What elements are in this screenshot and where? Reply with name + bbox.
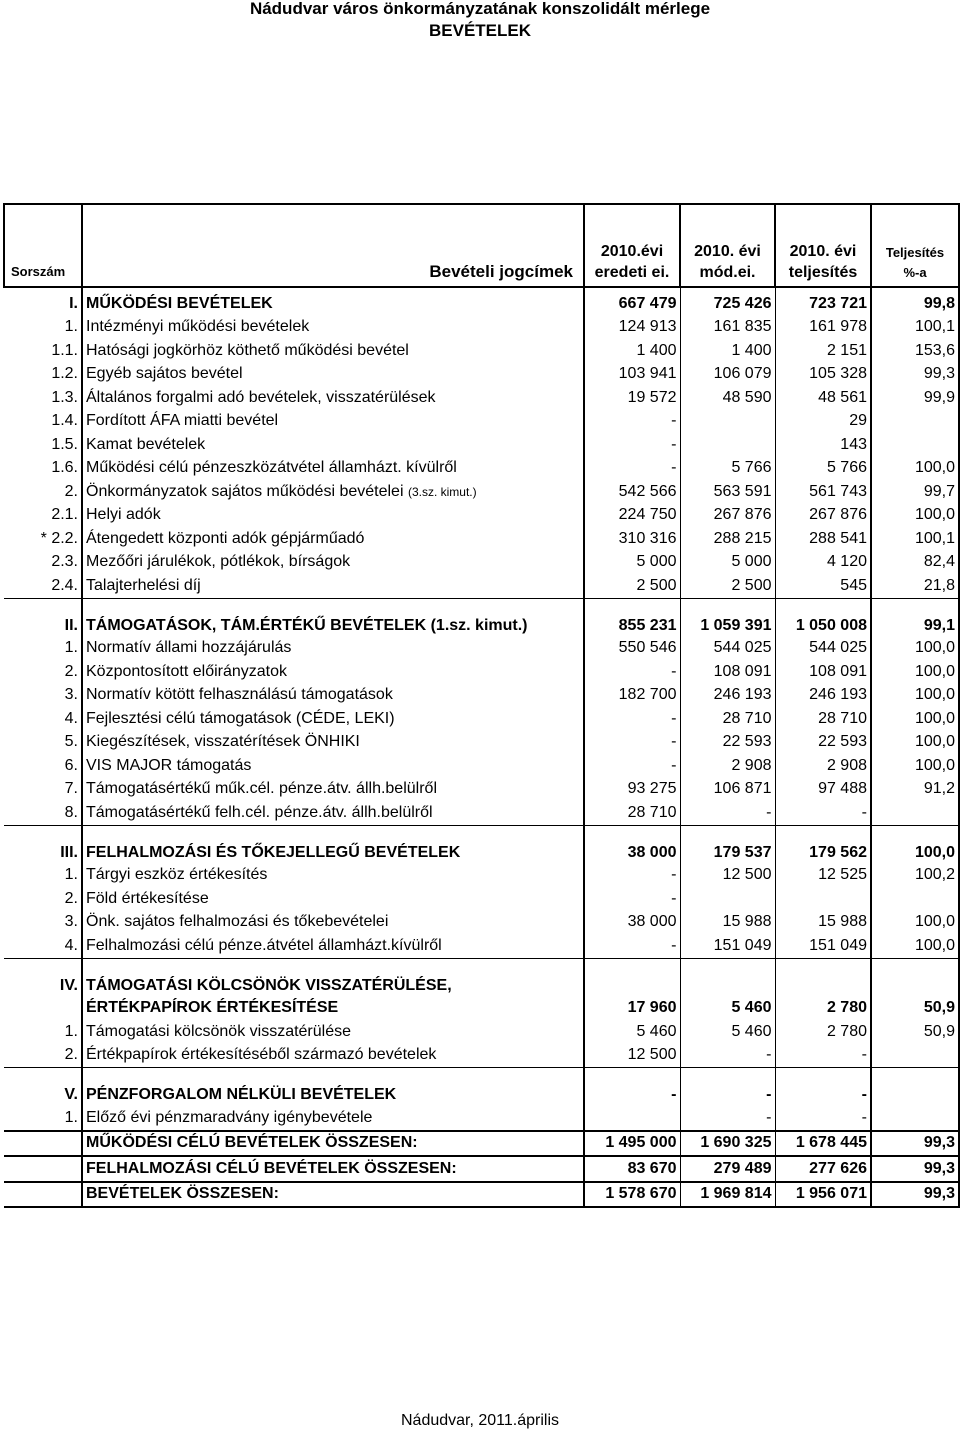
row-number: 5. (4, 731, 82, 755)
value-mod-ei: 108 091 (680, 660, 775, 684)
table-row (4, 887, 959, 911)
header-eredeti-ei: 2010.évi eredeti ei. (584, 204, 680, 287)
row-description: Föld értékesítése (82, 887, 584, 911)
row-number: 8. (4, 801, 82, 825)
value-teljesites: 12 525 (775, 864, 871, 888)
value-mod-ei: 544 025 (680, 637, 775, 661)
revenue-table (3, 203, 960, 1208)
table-row (4, 1156, 959, 1182)
value-mod-ei: 246 193 (680, 684, 775, 708)
value-teljesites: 1 050 008 (775, 598, 871, 637)
row-description: Önkormányzatok sajátos működési bevételei (3.sz. kimut.) (82, 480, 584, 504)
value-teljesites-pct: 99,3 (871, 1182, 959, 1208)
value-mod-ei: 106 079 (680, 363, 775, 387)
value-eredeti-ei: - (584, 707, 680, 731)
row-description-note: (3.sz. kimut.) (407, 484, 477, 499)
table-row (4, 911, 959, 935)
value-mod-ei: 48 590 (680, 386, 775, 410)
row-number: II. (4, 598, 82, 637)
value-eredeti-ei: - (584, 754, 680, 778)
value-teljesites-pct: 100,0 (871, 911, 959, 935)
table-row (4, 958, 959, 997)
row-number: 2. (4, 1044, 82, 1068)
row-number: 4. (4, 934, 82, 958)
row-number: 1. (4, 1020, 82, 1044)
value-mod-ei: 267 876 (680, 504, 775, 528)
value-mod-ei: 161 835 (680, 316, 775, 340)
row-description: Kiegészítések, visszatérítések ÖNHIKI (82, 731, 584, 755)
value-teljesites-pct: 21,8 (871, 574, 959, 598)
row-description: PÉNZFORGALOM NÉLKÜLI BEVÉTELEK (82, 1068, 584, 1107)
row-number: 1.5. (4, 433, 82, 457)
value-teljesites: 2 908 (775, 754, 871, 778)
value-teljesites: 151 049 (775, 934, 871, 958)
value-teljesites-pct: 50,9 (871, 997, 959, 1021)
value-mod-ei (680, 887, 775, 911)
table-row (4, 1106, 959, 1131)
value-mod-ei: 725 426 (680, 287, 775, 316)
row-description: Központosított előirányzatok (82, 660, 584, 684)
value-teljesites-pct: 100,0 (871, 731, 959, 755)
row-description: Értékpapírok értékesítéséből származó bevételek (82, 1044, 584, 1068)
value-eredeti-ei: - (584, 410, 680, 434)
value-eredeti-ei: 93 275 (584, 778, 680, 802)
row-description: Működési célú pénzeszközátvétel államházt. kívülről (82, 457, 584, 481)
value-mod-ei: 2 908 (680, 754, 775, 778)
document-subtitle: BEVÉTELEK (428, 21, 532, 40)
value-teljesites-pct (871, 958, 959, 997)
value-teljesites-pct: 100,0 (871, 825, 959, 864)
value-mod-ei: 1 400 (680, 339, 775, 363)
value-eredeti-ei: 310 316 (584, 527, 680, 551)
value-teljesites: 161 978 (775, 316, 871, 340)
value-mod-ei: - (680, 801, 775, 825)
value-teljesites-pct: 100,0 (871, 457, 959, 481)
row-number: 1.3. (4, 386, 82, 410)
table-row (4, 339, 959, 363)
value-mod-ei: 5 766 (680, 457, 775, 481)
value-teljesites-pct: 100,0 (871, 637, 959, 661)
value-teljesites: 1 956 071 (775, 1182, 871, 1208)
value-mod-ei: 106 871 (680, 778, 775, 802)
value-teljesites-pct: 82,4 (871, 551, 959, 575)
value-teljesites-pct: 100,1 (871, 316, 959, 340)
value-teljesites-pct: 91,2 (871, 778, 959, 802)
value-eredeti-ei: 182 700 (584, 684, 680, 708)
value-eredeti-ei: 1 578 670 (584, 1182, 680, 1208)
value-mod-ei: 151 049 (680, 934, 775, 958)
value-mod-ei: 2 500 (680, 574, 775, 598)
table-row (4, 1020, 959, 1044)
footer-place-date: Nádudvar, 2011.április (400, 1412, 560, 1429)
value-mod-ei (680, 410, 775, 434)
value-mod-ei: 15 988 (680, 911, 775, 935)
value-eredeti-ei: 17 960 (584, 997, 680, 1021)
row-description: Támogatásértékű felh.cél. pénze.átv. állh.belülről (82, 801, 584, 825)
value-teljesites-pct (871, 801, 959, 825)
value-eredeti-ei: 2 500 (584, 574, 680, 598)
value-eredeti-ei: 667 479 (584, 287, 680, 316)
table-row (4, 574, 959, 598)
table-row (4, 637, 959, 661)
value-eredeti-ei (584, 958, 680, 997)
row-number: 2.3. (4, 551, 82, 575)
row-number: 1.1. (4, 339, 82, 363)
table-row (4, 825, 959, 864)
value-teljesites: 5 766 (775, 457, 871, 481)
value-teljesites-pct: 99,1 (871, 598, 959, 637)
value-teljesites: 29 (775, 410, 871, 434)
value-teljesites (775, 887, 871, 911)
value-mod-ei: - (680, 1044, 775, 1068)
value-teljesites: 179 562 (775, 825, 871, 864)
row-number: 1. (4, 316, 82, 340)
row-number: 6. (4, 754, 82, 778)
row-description: Hatósági jogkörhöz köthető működési bevétel (82, 339, 584, 363)
value-mod-ei: 5 000 (680, 551, 775, 575)
value-eredeti-ei: 542 566 (584, 480, 680, 504)
value-teljesites: 105 328 (775, 363, 871, 387)
value-mod-ei: 1 059 391 (680, 598, 775, 637)
value-mod-ei: - (680, 1068, 775, 1107)
row-number: 7. (4, 778, 82, 802)
value-teljesites: 2 780 (775, 1020, 871, 1044)
value-teljesites: 723 721 (775, 287, 871, 316)
value-teljesites: - (775, 801, 871, 825)
table-row (4, 684, 959, 708)
value-mod-ei: 563 591 (680, 480, 775, 504)
row-description: ÉRTÉKPAPÍROK ÉRTÉKESÍTÉSE (82, 997, 584, 1021)
value-mod-ei (680, 958, 775, 997)
table-row (4, 864, 959, 888)
value-mod-ei: 12 500 (680, 864, 775, 888)
row-description: Egyéb sajátos bevétel (82, 363, 584, 387)
row-number: IV. (4, 958, 82, 997)
row-number: 1. (4, 637, 82, 661)
value-teljesites: 28 710 (775, 707, 871, 731)
row-number: 2. (4, 887, 82, 911)
row-description: Talajterhelési díj (82, 574, 584, 598)
row-number: 3. (4, 684, 82, 708)
value-teljesites-pct (871, 1044, 959, 1068)
row-number (4, 1182, 82, 1208)
table-row (4, 551, 959, 575)
table-row (4, 410, 959, 434)
value-eredeti-ei: - (584, 934, 680, 958)
value-teljesites: 288 541 (775, 527, 871, 551)
value-teljesites: 544 025 (775, 637, 871, 661)
table-row (4, 997, 959, 1021)
value-teljesites-pct: 100,0 (871, 754, 959, 778)
document-title: Nádudvar város önkormányzatának konszolidált mérlege (249, 0, 711, 18)
value-eredeti-ei: - (584, 864, 680, 888)
value-eredeti-ei: 124 913 (584, 316, 680, 340)
row-description: MŰKÖDÉSI CÉLÚ BEVÉTELEK ÖSSZESEN: (82, 1131, 584, 1157)
table-header-row (4, 204, 959, 287)
value-eredeti-ei: 855 231 (584, 598, 680, 637)
row-description: Helyi adók (82, 504, 584, 528)
value-teljesites: 22 593 (775, 731, 871, 755)
row-description: TÁMOGATÁSOK, TÁM.ÉRTÉKŰ BEVÉTELEK (1.sz. kimut.) (82, 598, 584, 637)
value-teljesites-pct: 99,9 (871, 386, 959, 410)
value-teljesites-pct: 99,3 (871, 1156, 959, 1182)
value-mod-ei: 1 969 814 (680, 1182, 775, 1208)
row-description: Általános forgalmi adó bevételek, visszatérülések (82, 386, 584, 410)
table-row (4, 934, 959, 958)
value-eredeti-ei (584, 1106, 680, 1131)
value-teljesites-pct (871, 433, 959, 457)
table-row (4, 598, 959, 637)
row-number: 1. (4, 1106, 82, 1131)
row-number: 2. (4, 480, 82, 504)
row-description: VIS MAJOR támogatás (82, 754, 584, 778)
row-description: Intézményi működési bevételek (82, 316, 584, 340)
value-eredeti-ei: 38 000 (584, 911, 680, 935)
value-mod-ei: 179 537 (680, 825, 775, 864)
value-teljesites: 267 876 (775, 504, 871, 528)
table-row (4, 457, 959, 481)
row-number: III. (4, 825, 82, 864)
table-row (4, 778, 959, 802)
row-description: Mezőőri járulékok, pótlékok, bírságok (82, 551, 584, 575)
value-teljesites-pct: 99,7 (871, 480, 959, 504)
row-description: Kamat bevételek (82, 433, 584, 457)
row-description: TÁMOGATÁSI KÖLCSÖNÖK VISSZATÉRÜLÉSE, (82, 958, 584, 997)
row-number: 1.2. (4, 363, 82, 387)
row-description: Támogatási kölcsönök visszatérülése (82, 1020, 584, 1044)
row-number (4, 1131, 82, 1157)
table-row (4, 287, 959, 316)
value-eredeti-ei: 1 400 (584, 339, 680, 363)
value-teljesites: 277 626 (775, 1156, 871, 1182)
value-teljesites-pct: 50,9 (871, 1020, 959, 1044)
value-teljesites: 97 488 (775, 778, 871, 802)
table-row (4, 1044, 959, 1068)
table-row (4, 480, 959, 504)
row-number: 4. (4, 707, 82, 731)
table-row (4, 386, 959, 410)
row-description: FELHALMOZÁSI CÉLÚ BEVÉTELEK ÖSSZESEN: (82, 1156, 584, 1182)
value-teljesites-pct: 100,0 (871, 504, 959, 528)
row-description: Előző évi pénzmaradvány igénybevétele (82, 1106, 584, 1131)
value-eredeti-ei: 224 750 (584, 504, 680, 528)
row-number: V. (4, 1068, 82, 1107)
row-number (4, 1156, 82, 1182)
header-teljesites-pct: Teljesítés %-a (871, 204, 959, 287)
row-description: Felhalmozási célú pénze.átvétel államházt.kívülről (82, 934, 584, 958)
value-teljesites: - (775, 1068, 871, 1107)
value-eredeti-ei: 19 572 (584, 386, 680, 410)
row-number: 2.1. (4, 504, 82, 528)
table-row (4, 316, 959, 340)
value-teljesites-pct (871, 887, 959, 911)
table-row (4, 433, 959, 457)
value-teljesites-pct: 100,0 (871, 660, 959, 684)
value-teljesites-pct: 100,2 (871, 864, 959, 888)
row-number: 2.4. (4, 574, 82, 598)
row-number: I. (4, 287, 82, 316)
table-row (4, 1131, 959, 1157)
row-description: FELHALMOZÁSI ÉS TŐKEJELLEGŰ BEVÉTELEK (82, 825, 584, 864)
row-description: Átengedett központi adók gépjárműadó (82, 527, 584, 551)
row-description: Normatív kötött felhasználású támogatások (82, 684, 584, 708)
row-description: Önk. sajátos felhalmozási és tőkebevételei (82, 911, 584, 935)
value-eredeti-ei: - (584, 457, 680, 481)
value-mod-ei: 5 460 (680, 1020, 775, 1044)
table-row (4, 1068, 959, 1107)
value-teljesites-pct (871, 1068, 959, 1107)
value-teljesites-pct (871, 1106, 959, 1131)
value-teljesites: 2 151 (775, 339, 871, 363)
row-description: Normatív állami hozzájárulás (82, 637, 584, 661)
value-teljesites: 1 678 445 (775, 1131, 871, 1157)
value-mod-ei: 5 460 (680, 997, 775, 1021)
row-description: Fejlesztési célú támogatások (CÉDE, LEKI) (82, 707, 584, 731)
value-teljesites-pct: 100,0 (871, 707, 959, 731)
row-number: 1. (4, 864, 82, 888)
value-teljesites-pct: 99,8 (871, 287, 959, 316)
value-teljesites: 545 (775, 574, 871, 598)
value-teljesites: 246 193 (775, 684, 871, 708)
row-description: Fordított ÁFA miatti bevétel (82, 410, 584, 434)
row-number: 1.4. (4, 410, 82, 434)
table-row (4, 731, 959, 755)
row-number: 2. (4, 660, 82, 684)
value-eredeti-ei: 5 000 (584, 551, 680, 575)
value-teljesites-pct (871, 410, 959, 434)
table-row (4, 801, 959, 825)
value-teljesites-pct: 99,3 (871, 1131, 959, 1157)
value-eredeti-ei: 550 546 (584, 637, 680, 661)
value-teljesites: 108 091 (775, 660, 871, 684)
row-number: * 2.2. (4, 527, 82, 551)
table-row (4, 707, 959, 731)
value-eredeti-ei: 28 710 (584, 801, 680, 825)
value-teljesites (775, 958, 871, 997)
value-eredeti-ei: 103 941 (584, 363, 680, 387)
value-teljesites: 561 743 (775, 480, 871, 504)
row-number: 3. (4, 911, 82, 935)
value-teljesites-pct: 153,6 (871, 339, 959, 363)
header-mod-ei: 2010. évi mód.ei. (680, 204, 775, 287)
row-number (4, 997, 82, 1021)
table-row (4, 527, 959, 551)
value-teljesites: - (775, 1106, 871, 1131)
value-mod-ei: 279 489 (680, 1156, 775, 1182)
row-description: MŰKÖDÉSI BEVÉTELEK (82, 287, 584, 316)
row-description: BEVÉTELEK ÖSSZESEN: (82, 1182, 584, 1208)
value-eredeti-ei: 1 495 000 (584, 1131, 680, 1157)
header-jogcim: Bevételi jogcímek (82, 204, 584, 287)
value-mod-ei: 28 710 (680, 707, 775, 731)
value-mod-ei (680, 433, 775, 457)
value-teljesites: 143 (775, 433, 871, 457)
value-mod-ei: 1 690 325 (680, 1131, 775, 1157)
value-teljesites: 4 120 (775, 551, 871, 575)
value-eredeti-ei: - (584, 660, 680, 684)
value-teljesites: 2 780 (775, 997, 871, 1021)
table-row (4, 504, 959, 528)
value-teljesites: - (775, 1044, 871, 1068)
value-mod-ei: 22 593 (680, 731, 775, 755)
value-mod-ei: - (680, 1106, 775, 1131)
value-teljesites: 15 988 (775, 911, 871, 935)
row-description: Támogatásértékű műk.cél. pénze.átv. állh.belülről (82, 778, 584, 802)
value-eredeti-ei: 83 670 (584, 1156, 680, 1182)
value-teljesites-pct: 100,1 (871, 527, 959, 551)
row-number: 1.6. (4, 457, 82, 481)
row-description: Tárgyi eszköz értékesítés (82, 864, 584, 888)
value-teljesites-pct: 99,3 (871, 363, 959, 387)
table-row (4, 1182, 959, 1208)
value-eredeti-ei: 12 500 (584, 1044, 680, 1068)
value-teljesites: 48 561 (775, 386, 871, 410)
header-sorszam: Sorszám (4, 204, 82, 287)
header-teljesites: 2010. évi teljesítés (775, 204, 871, 287)
value-eredeti-ei: - (584, 887, 680, 911)
table-row (4, 363, 959, 387)
value-eredeti-ei: 38 000 (584, 825, 680, 864)
value-mod-ei: 288 215 (680, 527, 775, 551)
value-eredeti-ei: - (584, 433, 680, 457)
value-teljesites-pct: 100,0 (871, 934, 959, 958)
value-teljesites-pct: 100,0 (871, 684, 959, 708)
table-row (4, 660, 959, 684)
value-eredeti-ei: 5 460 (584, 1020, 680, 1044)
value-eredeti-ei: - (584, 1068, 680, 1107)
value-eredeti-ei: - (584, 731, 680, 755)
table-row (4, 754, 959, 778)
